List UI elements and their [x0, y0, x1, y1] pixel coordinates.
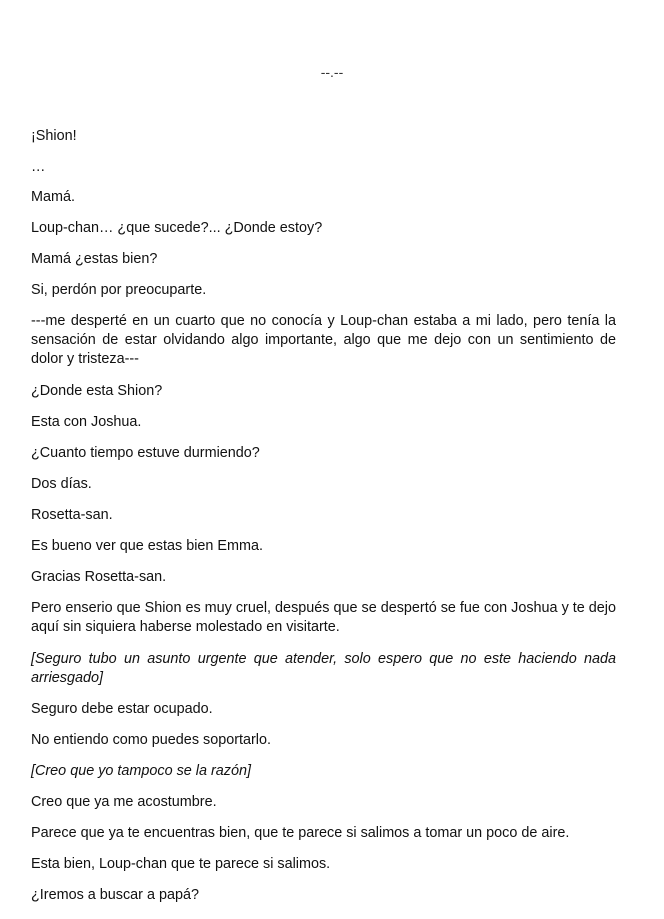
paragraph: Pero enserio que Shion es muy cruel, después que se despertó se fue con Joshua y te dejo aquí sin siquiera haberse molestado en visitarte.: [31, 600, 616, 635]
paragraph: Dos días.: [31, 476, 92, 492]
paragraph: ---me desperté en un cuarto que no conocía y Loup-chan estaba a mi lado, pero tenía la sensación de estar olvidando algo importante, algo que me dejo con un sentimiento de dolor y tristeza---: [31, 313, 616, 367]
paragraph: Gracias Rosetta-san.: [31, 569, 167, 585]
paragraph: Seguro debe estar ocupado.: [31, 701, 213, 717]
paragraph: ¿Iremos a buscar a papá?: [31, 887, 199, 903]
thought-paragraph: [Creo que yo tampoco se la razón]: [31, 763, 251, 779]
paragraph: ¿Cuanto tiempo estuve durmiendo?: [31, 445, 260, 461]
paragraph: Rosetta-san.: [31, 507, 113, 523]
section-separator: --.--: [320, 64, 344, 80]
paragraph: Loup-chan… ¿que sucede?... ¿Donde estoy?: [31, 220, 323, 236]
paragraph: Esta con Joshua.: [31, 414, 142, 430]
paragraph: No entiendo como puedes soportarlo.: [31, 732, 271, 748]
thought-paragraph: [Seguro tubo un asunto urgente que atender, solo espero que no este haciendo nada arriesgado]: [31, 651, 616, 686]
paragraph: ¡Shion!: [31, 128, 77, 144]
paragraph: ¿Donde esta Shion?: [31, 383, 163, 399]
paragraph: Mamá ¿estas bien?: [31, 251, 158, 267]
paragraph: Esta bien, Loup-chan que te parece si salimos.: [31, 856, 331, 872]
paragraph: …: [31, 159, 46, 175]
paragraph: Es bueno ver que estas bien Emma.: [31, 538, 263, 554]
paragraph: Mamá.: [31, 189, 75, 205]
paragraph: Parece que ya te encuentras bien, que te parece si salimos a tomar un poco de aire.: [31, 825, 570, 841]
paragraph: Creo que ya me acostumbre.: [31, 794, 217, 810]
paragraph: Si, perdón por preocuparte.: [31, 282, 207, 298]
